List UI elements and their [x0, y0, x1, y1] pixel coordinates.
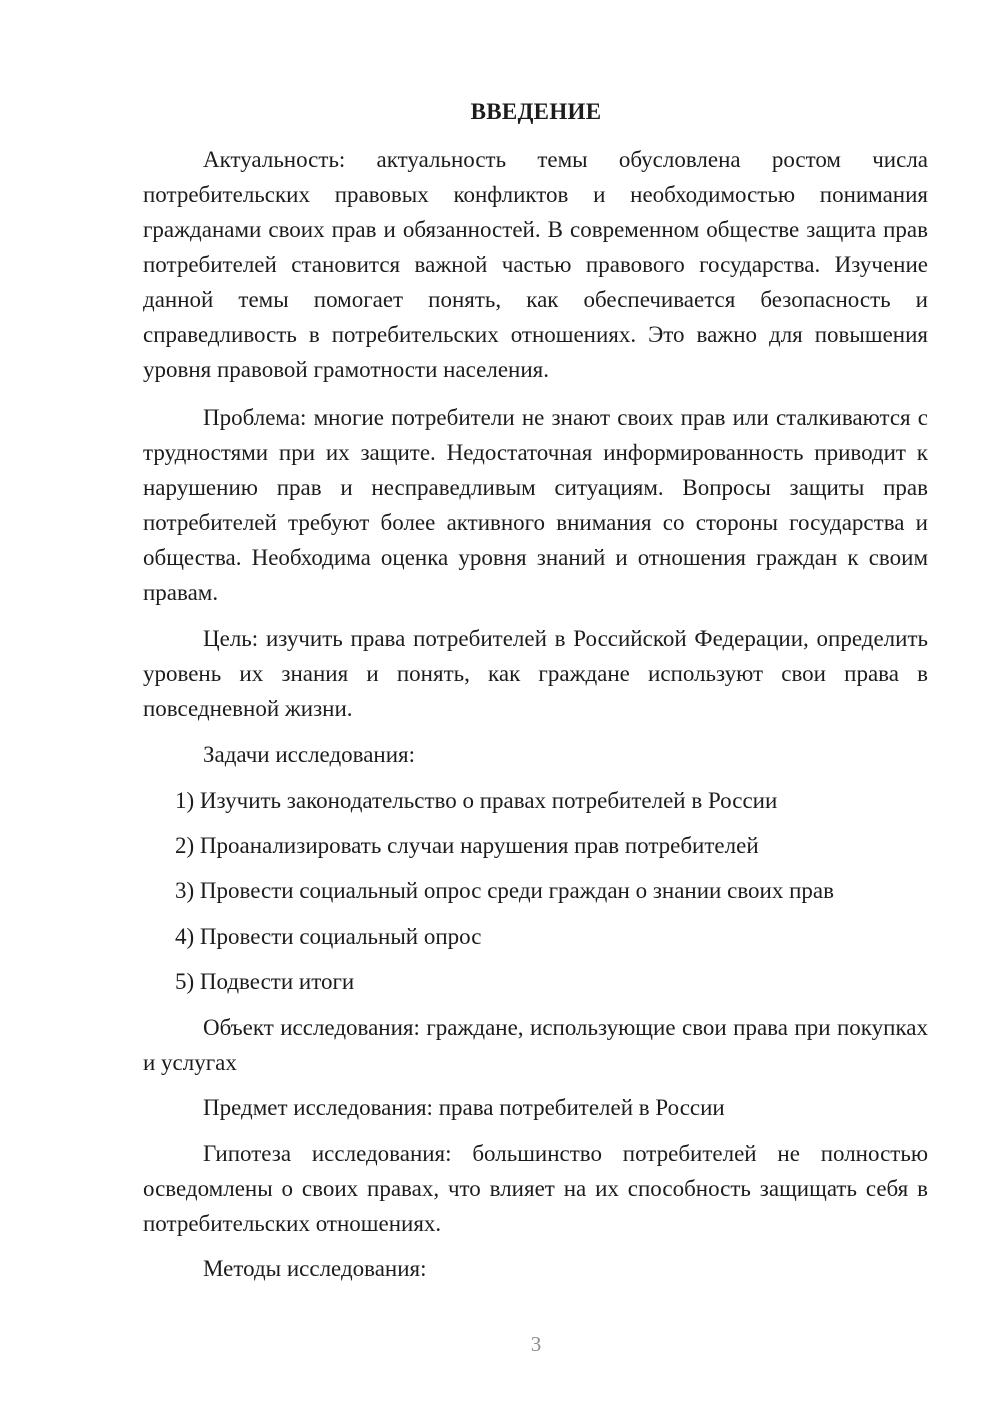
paragraph-problem-block	[143, 400, 928, 610]
paragraph-subject-block	[143, 1090, 928, 1125]
paragraph-hypothesis-block	[143, 1136, 928, 1241]
paragraph-hypothesis: Гипотеза исследования: большинство потребителей не полностью осведомлены о своих правах, что влияет на их способность защищать себя в потребительских отношениях.	[143, 1141, 928, 1236]
tasks-heading-block	[143, 737, 928, 772]
page-title: ВВЕДЕНИЕ	[470, 99, 602, 124]
list-item: 2) Проанализировать случаи нарушения прав потребителей	[175, 833, 759, 858]
paragraph-object-block	[143, 1010, 928, 1080]
list-item: 4) Провести социальный опрос	[175, 924, 482, 949]
paragraph-goal-block	[143, 621, 928, 726]
paragraph-relevance-block	[143, 142, 928, 387]
paragraph-methods-block	[143, 1251, 928, 1286]
list-item: 5) Подвести итоги	[175, 969, 355, 994]
paragraph-problem: Проблема: многие потребители не знают своих прав или сталкиваются с трудностями при их защите. Недостаточная информированность приводит к нарушению прав и несправедливым ситуациям. Вопросы защиты прав потребителей требуют более активного внимания со стороны государства и общества. Необходима оценка уровня знаний и отношения граждан к своим правам.	[143, 405, 928, 605]
paragraph-subject: Предмет исследования: права потребителей в России	[203, 1095, 725, 1120]
paragraph-relevance: Актуальность: актуальность темы обусловлена ростом числа потребительских правовых конфликтов и необходимостью понимания гражданами своих прав и обязанностей. В современном обществе защита прав потребителей становится важной частью правового государства. Изучение данной темы помогает понять, как обеспечивается безопасность и справедливость в потребительских отношениях. Это важно для повышения уровня правовой грамотности населения.	[143, 147, 928, 382]
list-item: 1) Изучить законодательство о правах потребителей в России	[175, 788, 778, 813]
paragraph-goal: Цель: изучить права потребителей в Российской Федерации, определить уровень их знания и понять, как граждане используют свои права в повседневной жизни.	[143, 626, 928, 721]
paragraph-object: Объект исследования: граждане, использующие свои права при покупках и услугах	[143, 1015, 928, 1075]
page-number: 3	[530, 1332, 542, 1356]
paragraph-methods: Методы исследования:	[203, 1256, 427, 1281]
tasks-heading: Задачи исследования:	[203, 742, 416, 767]
list-item: 3) Провести социальный опрос среди граждан о знании своих прав	[175, 878, 834, 903]
